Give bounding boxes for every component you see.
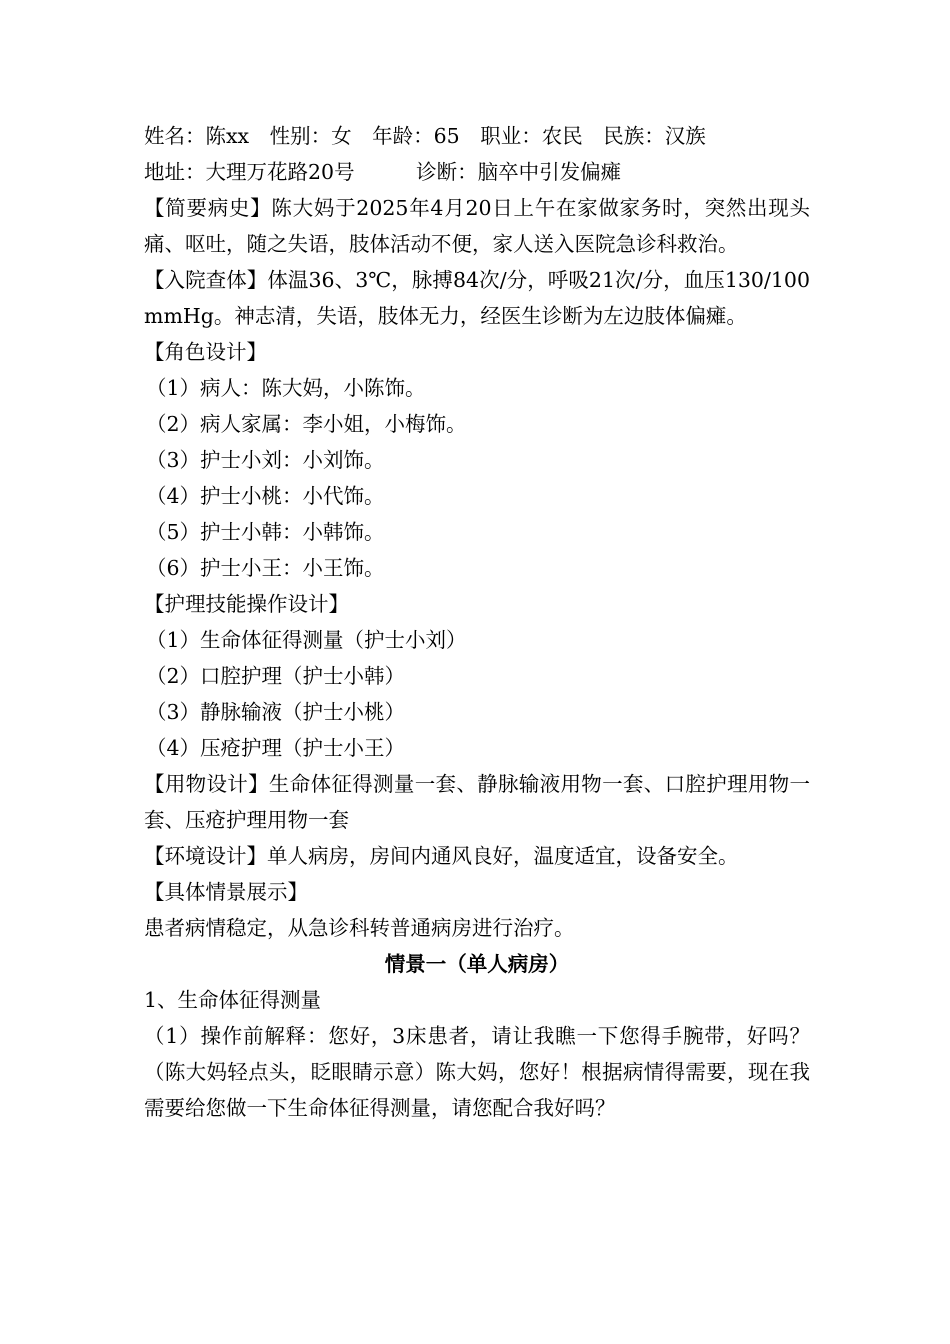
roles-heading: 【角色设计】	[144, 340, 267, 364]
role-item: （6）护士小王：小王饰。	[146, 556, 385, 580]
role-item: （1）病人：陈大妈，小陈饰。	[146, 376, 426, 400]
skill-item: （4）压疮护理（护士小王）	[146, 736, 406, 760]
skill-item: （1）生命体征得测量（护士小刘）	[146, 628, 467, 652]
section-heading: 1、生命体征得测量	[144, 988, 322, 1012]
role-item: （5）护士小韩：小韩饰。	[146, 520, 385, 544]
scenario-intro: 患者病情稳定，从急诊科转普通病房进行治疗。	[144, 916, 575, 940]
skill-item: （3）静脉输液（护士小桃）	[146, 700, 406, 724]
scenario-heading: 【具体情景展示】	[144, 880, 308, 904]
role-item: （3）护士小刘：小刘饰。	[146, 448, 385, 472]
role-item: （4）护士小桃：小代饰。	[146, 484, 385, 508]
role-item: （2）病人家属：李小姐，小梅饰。	[146, 412, 467, 436]
skills-heading: 【护理技能操作设计】	[144, 592, 349, 616]
supplies-paragraph: 【用物设计】生命体征得测量一套、静脉输液用物一套、口腔护理用物一套、压疮护理用物一套	[144, 772, 810, 832]
step-paragraph: （1）操作前解释：您好，3床患者，请让我瞧一下您得手腕带，好吗？（陈大妈轻点头，眨眼睛示意）陈大妈，您好！根据病情得需要，现在我需要给您做一下生命体征得测量，请您配合我好吗？	[144, 1024, 810, 1120]
admission-exam-paragraph: 【入院查体】体温36、3℃，脉搏84次/分，呼吸21次/分，血压130/100 mmHg。神志清，失语，肢体无力，经医生诊断为左边肢体偏瘫。	[144, 268, 810, 328]
scenario-title: 情景一（单人病房）	[384, 952, 570, 976]
document-body	[144, 118, 810, 1126]
skill-item: （2）口腔护理（护士小韩）	[146, 664, 406, 688]
patient-info-line: 姓名：陈xx 性别：女 年龄：65 职业：农民 民族：汉族	[144, 124, 706, 148]
environment-line: 【环境设计】单人病房，房间内通风良好，温度适宜，设备安全。	[144, 844, 739, 868]
address-diagnosis-line: 地址：大理万花路20号 诊断：脑卒中引发偏瘫	[144, 160, 622, 184]
brief-history-paragraph: 【简要病史】陈大妈于2025年4月20日上午在家做家务时，突然出现头痛、呕吐，随之失语，肢体活动不便，家人送入医院急诊科救治。	[144, 196, 810, 256]
